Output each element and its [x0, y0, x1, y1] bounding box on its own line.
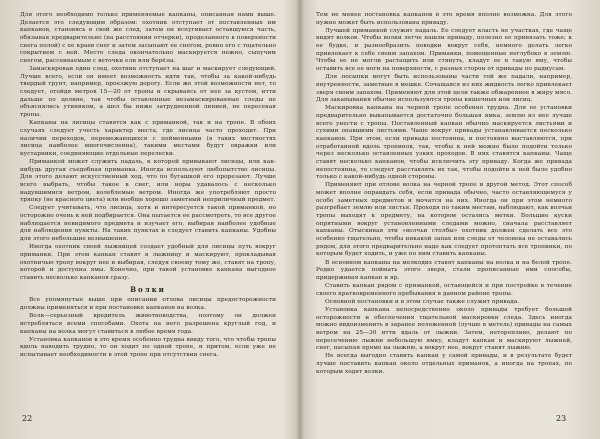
left-page	[20, 12, 276, 410]
paragraph: Основной постановки и в этом случае также служит привада.	[325, 298, 520, 305]
paragraph: Все упомянутые выше при описании отлова лисицы предосторожности должны применяться и при постановке капканов на волка.	[20, 297, 276, 312]
page-number-left: 22	[22, 414, 33, 423]
paragraph: Лучшей приманкой служит падаль. Ее следует класть не участках, где чаще видят волков. Чтобы волки легче нашли приваду, полезно ее привязать тоже; к ее будке, и разнообразить поводки вокруг себя, немного делать легко привлекает к себе своим запахом. Приманки, помещенные неглубоко в землю. Чтобы ее не могли растащить или стянуть, кладут ее в такую яму, чтобы оставить все ее ноги на поверхности, с разных сторон от привады по радиусам.	[316, 27, 572, 73]
right-page-text	[316, 12, 572, 376]
paragraph: Установка капкана непосредственно около привады требует большой осторожности и обеспечения тщательной маскировки следа. Здесь иногда можно видоизменить в заранее положенной (лучше в метель) привады на самых ветром на 25—30 итти вдаль от лыжни. Затем, неторопливо, делают по пересечению лыжни небольшую ямку, кладут капкан и маскируют лыжней, снег, насыпая прямо на лыжню, а вокруг нее, вокруг ставят лыжню.	[316, 306, 572, 352]
paragraph: Для этого необходимо только применяемые капканы, описанная нами выше. Делается это следующим образом: охотник отступает от поставленных им капканов, становясь в свой же след, затем он вспугивает оставшуюся часть, обязывая предварительно (на расстоянии отчерки), проделанного в поверхности снега полой) с ее краев снег и затем засыпают ее снегом, ровно его с тщательно сокрытием с ней. Место следа окончательно маскируется нежно, сыпучим снегом, рассеиваемым с веточки ели или берёзы.	[20, 12, 276, 64]
paragraph: Капканы на лисицы ставятся как с приманкой, так и на тропе. В обоих случаях следует учесть характер места, где лисица часто проходит. При наличии переходов, перемежающихся с пойменными (в таких местностях лисица наиболее многочисленна), такими местами будут овражки или кустарники, соединяющие отдельные перелески.	[20, 120, 276, 157]
paragraph: Ставить капкан рядом с приманкой, остающейся и при постройке в течение своего кратковременного пребывания в данном районе тропы.	[316, 282, 572, 297]
paragraph: Тем не менее постановка капканов в это время вполне возможна. Для этого нужно может быть использована приваду.	[316, 12, 572, 26]
paragraph: Замаскирован один след, охотник отступает на шаг и маскирует следующий. Лучше всего, если он имеет возможность идти так, чтобы за какой-нибудь твердый грунт, например, проезжую дорогу. Если же этой возможности нет, то следует, отойдя метров 15—20 от тропы и скрываясь от нее за кустом, итти дальше по целине, так чтобы оставленные незамаскированные следы не объяснялись утиником, а шел бы ниже затрудненной линией, не пересекая тропы.	[20, 66, 276, 119]
paragraph: Приманкой может служить падаль, к которой привыкают лисицы, или как-нибудь другая съедобная приманка. Иногда используют любопытство лисицы. Для этого делают искусственный ход, что по бугашкой его прорезают. Лучше всего выбрать, чтобы такое в снег, или норы удавалось с несколько надувшимися ветром, колеблемые ветром. Иногда же употребляют просто тряпку (не красного цвета) или вообще хорошо заметный неприличный предмет.	[20, 158, 276, 204]
page-number-right: 23	[556, 414, 567, 423]
left-page-text-top	[20, 12, 276, 282]
paragraph: Не всегда выгодно ставить капкан у самой привады, и в результате будет лучше поставить капкан около отдельных приманок, а иногда на тропах, по которым ходят волки.	[316, 353, 572, 375]
paragraph: Следует учитывать, что лисица, хотя и интересуется такой приманкой, но осторожно очень к ней подбирается. Она пытается ее рассмотреть, то все другое наблюдается невидимого предмета и изучает его, выбирая наиболее удобные для наблюдения пункты. На таких пунктах и следует ставить капканы. Удобны для этого небольшие возвышения.	[20, 205, 276, 243]
paragraph: Применяют при отлове волка на черной тропе и другой метод. Этот способ может вполне оправдать себя, если привада обычно, часто оставляющемуся у особо заметных предметов и мочатся на них. Иногда он при этом немного разгребает землю или листья. Проходя по таким местам, наблюдают, как волчьи тропы выходят к предмету, на котором остались метки. Большие куски опрятными вокруг установленными следами можно, сначала расставляет капканы. Отыскивая эти «волчьи столбы» охотник должен сделать все это особенно тщательно, чтобы никакой запах или следы от человека не оставались рядом, для этого предварительно надо как следует протоптать все тропинки, по которым будет ходить, и уже по ним ставить капканы.	[316, 182, 572, 258]
paragraph: Иногда охотник своей лыжницей создает удобный для лисицы путь вокруг приманки. При этом капкан ставят в лыжницу и маскируют, прокладывая охотничью тропу вокруг нее и выбирая, следуя своему тому же, ставят на тропу, которой и доступна ямы. Конечно, при такой установке капкана выгодное ставить несколько капканов сразу.	[20, 244, 276, 281]
left-page-text-bottom	[20, 297, 276, 359]
paragraph: Маскировка капкана на черной тропе особенно трудна. Для ее установки предварительно выкапывается достаточно большая ямка, землю из нее лучше всего унести с тропы. Поставленный капкан обычно маскируется листьями и сухими опавшими листьями. Чаще вокруг привады устанавливается несколько капканов. При этом, если привада постоянна, и постоянно выставляются, при отработанной вдоль тропинок, так, чтобы к ней можно было подойти только через несколько оставленных узких проходов. В них ставятся капканы. Чаще ставят несколько капканов, чтобы исключить эту приваду. Когда же привада непостоянна, то следует расставлять их так, чтобы подойти к ней было удобно только с какой-нибудь одной стороны.	[316, 105, 572, 181]
section-heading: Волки	[130, 285, 166, 295]
paragraph: В основном капканы на мелкодих ставят капканы на волка и на белой тропе. Редко удается поймать этого зверя, стали прописанные ими способы, придерживая капкан и яр.	[316, 259, 572, 281]
book-gutter	[296, 0, 304, 439]
paragraph: Волк—серьезный вредитель животноводства, поэтому он должен истребляться всеми способами. Охота на него разрешена круглый год, и капканы на волка могут ставиться в любое время года.	[20, 313, 276, 335]
right-page	[316, 12, 572, 410]
paragraph: Для посыпки могут быть использованы части той же падали, например, внутренности, заметные в мешке. Сочащаяся из них жидкость легко привлекает зверя своим запахом. Применяют для этой цели также обжаренное в жиру мясо. Для закапывания обычно используются тропы кишечных или лисиц.	[316, 74, 572, 104]
paragraph: Установка капканов в это время особенно трудна ввиду того, что чтобы тропы вдоль наводить трудно, то он ходит по одной тропе, и притом, если уже не испытывает необходимости в этой тропе при отсутствии снега.	[20, 336, 276, 359]
